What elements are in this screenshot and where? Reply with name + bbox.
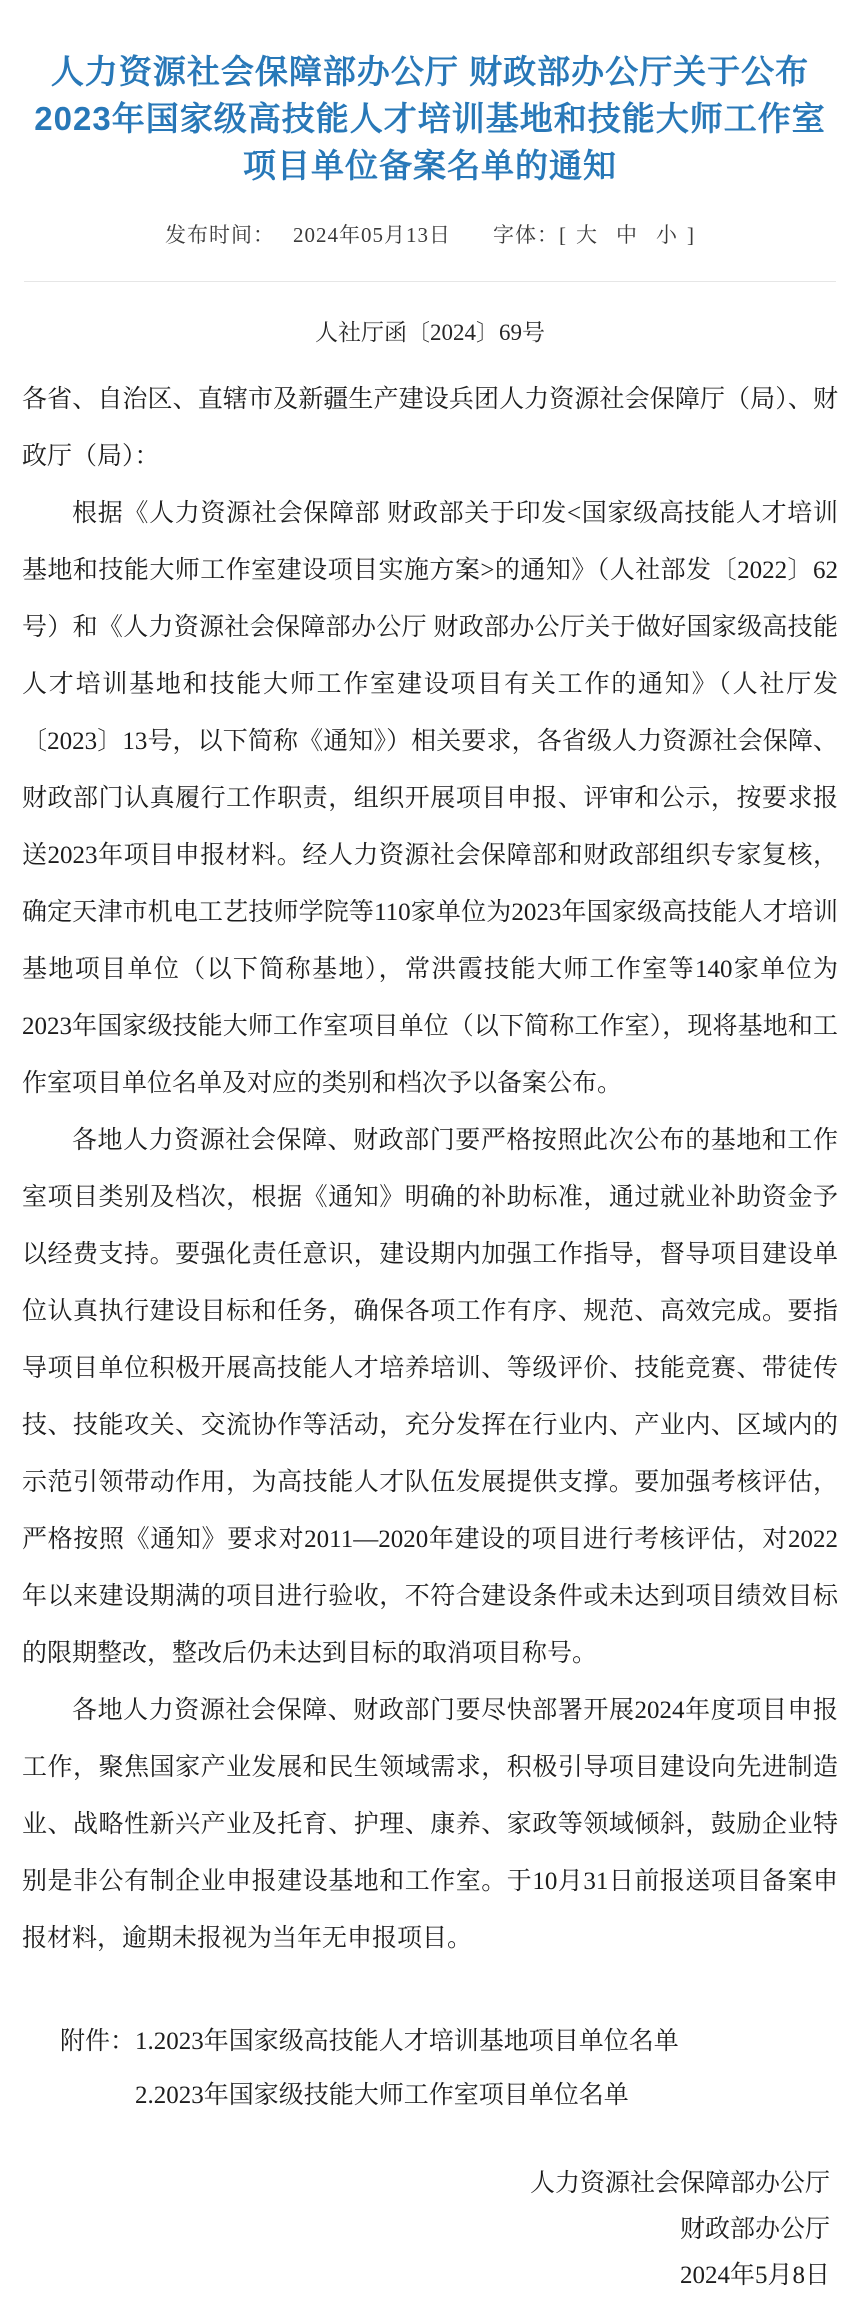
attachments-block <box>60 2015 838 2123</box>
font-bracket-close: ] <box>687 223 695 247</box>
signature-block <box>0 2161 830 2299</box>
attachment-item-1: 1.2023年国家级高技能人才培训基地项目单位名单 <box>135 2028 679 2055</box>
publish-date-value: 2024年05月13日 <box>293 223 451 247</box>
salutation: 各省、自治区、直辖市及新疆生产建设兵团人力资源社会保障厅（局）、财政厅（局）： <box>22 386 838 470</box>
publish-time-label: 发布时间： <box>165 223 275 247</box>
font-size-label: 字体： <box>493 223 559 247</box>
attachments-label: 附件： <box>60 2028 136 2055</box>
header-divider <box>24 281 836 282</box>
notice-title: 人力资源社会保障部办公厅 财政部办公厅关于公布2023年国家级高技能人才培训基地和技能大师工作室项目单位备案名单的通知 <box>34 53 826 184</box>
meta-line <box>0 219 860 249</box>
signature-issuer-2: 财政部办公厅 <box>679 2216 830 2243</box>
font-bracket-open: [ <box>559 223 567 247</box>
signature-date: 2024年5月8日 <box>679 2262 830 2289</box>
body-paragraph-1: 根据《人力资源社会保障部 财政部关于印发<国家级高技能人才培训基地和技能大师工作室建设项目实施方案>的通知》（人社部发〔2022〕62号）和《人力资源社会保障部办公厅 财政部办公厅关于做好国家级高技能人才培训基地和技能大师工作室建设项目有关工作的通知》（人社厅发〔2023〕13号，以下简称《通知》）相关要求，各省级人力资源社会保障、财政部门认真履行工作职责，组织开展项目申报、评审和公示，按要求报送2023年项目申报材料。经人力资源社会保障部和财政部组织专家复核，确定天津市机电工艺技师学院等110家单位为2023年国家级高技能人才培训基地项目单位（以下简称基地），常洪霞技能大师工作室等140家单位为2023年国家级技能大师工作室项目单位（以下简称工作室），现将基地和工作室项目单位名单及对应的类别和档次予以备案公布。 <box>22 500 838 1097</box>
font-size-small[interactable]: 小 <box>656 223 678 247</box>
signature-issuer-1: 人力资源社会保障部办公厅 <box>529 2170 830 2197</box>
notice-body <box>22 371 838 1967</box>
document-number: 人社厅函〔2024〕69号 <box>315 320 545 345</box>
body-paragraph-3: 各地人力资源社会保障、财政部门要尽快部署开展2024年度项目申报工作，聚焦国家产业发展和民生领域需求，积极引导项目建设向先进制造业、战略性新兴产业及托育、护理、康养、家政等领域倾斜，鼓励企业特别是非公有制企业申报建设基地和工作室。于10月31日前报送项目备案申报材料，逾期未报视为当年无申报项目。 <box>22 1697 838 1952</box>
attachments-list <box>135 2015 679 2123</box>
attachment-item-2: 2.2023年国家级技能大师工作室项目单位名单 <box>135 2082 629 2109</box>
body-paragraph-2: 各地人力资源社会保障、财政部门要严格按照此次公布的基地和工作室项目类别及档次，根据《通知》明确的补助标准，通过就业补助资金予以经费支持。要强化责任意识，建设期内加强工作指导，督导项目建设单位认真执行建设目标和任务，确保各项工作有序、规范、高效完成。要指导项目单位积极开展高技能人才培养培训、等级评价、技能竞赛、带徒传技、技能攻关、交流协作等活动，充分发挥在行业内、产业内、区域内的示范引领带动作用，为高技能人才队伍发展提供支撑。要加强考核评估，严格按照《通知》要求对2011—2020年建设的项目进行考核评估，对2022年以来建设期满的项目进行验收，不符合建设条件或未达到项目绩效目标的限期整改，整改后仍未达到目标的取消项目称号。 <box>22 1127 838 1667</box>
font-size-medium[interactable]: 中 <box>616 223 638 247</box>
font-size-large[interactable]: 大 <box>576 223 598 247</box>
